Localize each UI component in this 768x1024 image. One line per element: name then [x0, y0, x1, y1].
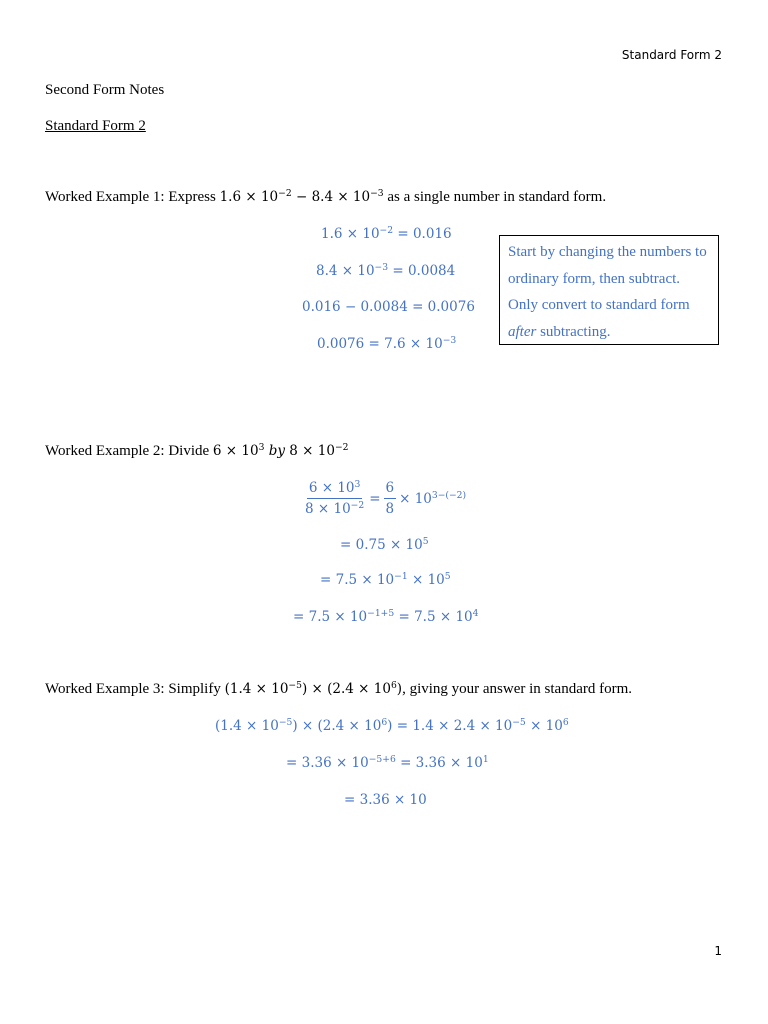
example-1-step-3: 0.016 − 0.0084 = 0.0076 [302, 299, 475, 315]
example-3-prompt [45, 681, 632, 698]
example-3-step-2: = $3.36 \times 10^{-5+6} = 3.36 \times 10^1$ [286, 753, 489, 771]
hint-text-1: Start by changing the numbers to ordinary form, then subtract. [508, 244, 707, 287]
example-3-step-3: = 3.36 × 10 [344, 792, 427, 808]
example-3-expression: $(1.4 \times 10^{-5}) \times (2.4 \times 10^6)$ [224, 679, 403, 697]
example-2-small-fraction: $\frac{6}{8}$ [385, 480, 395, 517]
page-number: 1 [714, 944, 722, 958]
page-title: Standard Form 2 [45, 118, 146, 134]
example-2-expression: $6 \times 10^3$ by $8 \times 10^{-2}$ [212, 441, 349, 459]
hint-emphasis: after [508, 323, 537, 340]
example-1-step-4: $0.0076 = 7.6 \times 10^{-3}$ [317, 334, 457, 352]
example-1-step-2: $8.4 \times 10^{-3} = 0.0084$ [316, 261, 456, 279]
example-1-expression: $1.6 \times 10^{-2} - 8.4 \times 10^{-3}$ [219, 187, 384, 205]
example-3-tail: , giving your answer in standard form. [402, 681, 633, 697]
example-1-prompt [45, 189, 606, 206]
course-heading: Second Form Notes [45, 82, 165, 98]
example-2-big-fraction: $\frac{6 \times 10^3}{8 \times 10^{-2}}$ [305, 478, 365, 517]
example-3-step-1: $(1.4 \times 10^{-5}) \times (2.4 \times 10^6) = 1.4 \times 2.4 \times 10^{-5} \times 10^6$ [215, 716, 569, 734]
example-1-step-1: $1.6 \times 10^{-2} = 0.016$ [321, 224, 452, 242]
example-2-step-1: = $0.75 \times 10^5$ [340, 535, 429, 553]
example-2-step-3: = $7.5 \times 10^{-1+5} = 7.5 \times 10^4$ [293, 607, 479, 625]
example-2-fraction-step: $\frac{6 \times 10^3}{8 \times 10^{-2}}$ = $\frac{6}{8}$ × $10^{3-(-2)}$ [305, 478, 467, 517]
example-2-label: Worked Example 2: Divide [45, 443, 213, 459]
hint-text-3: subtracting. [536, 323, 611, 340]
example-2-prompt [45, 443, 349, 460]
example-1-tail: as a single number in standard form. [383, 189, 607, 205]
example-1-label: Worked Example 1: Express [45, 189, 220, 205]
example-1-hint-box [499, 235, 719, 345]
hint-text-2: Only convert to standard form [508, 297, 690, 314]
example-3-label: Worked Example 3: Simplify [45, 681, 225, 697]
example-2-step-2: = $7.5 \times 10^{-1} \times 10^5$ [320, 570, 451, 588]
running-header: Standard Form 2 [621, 48, 722, 62]
